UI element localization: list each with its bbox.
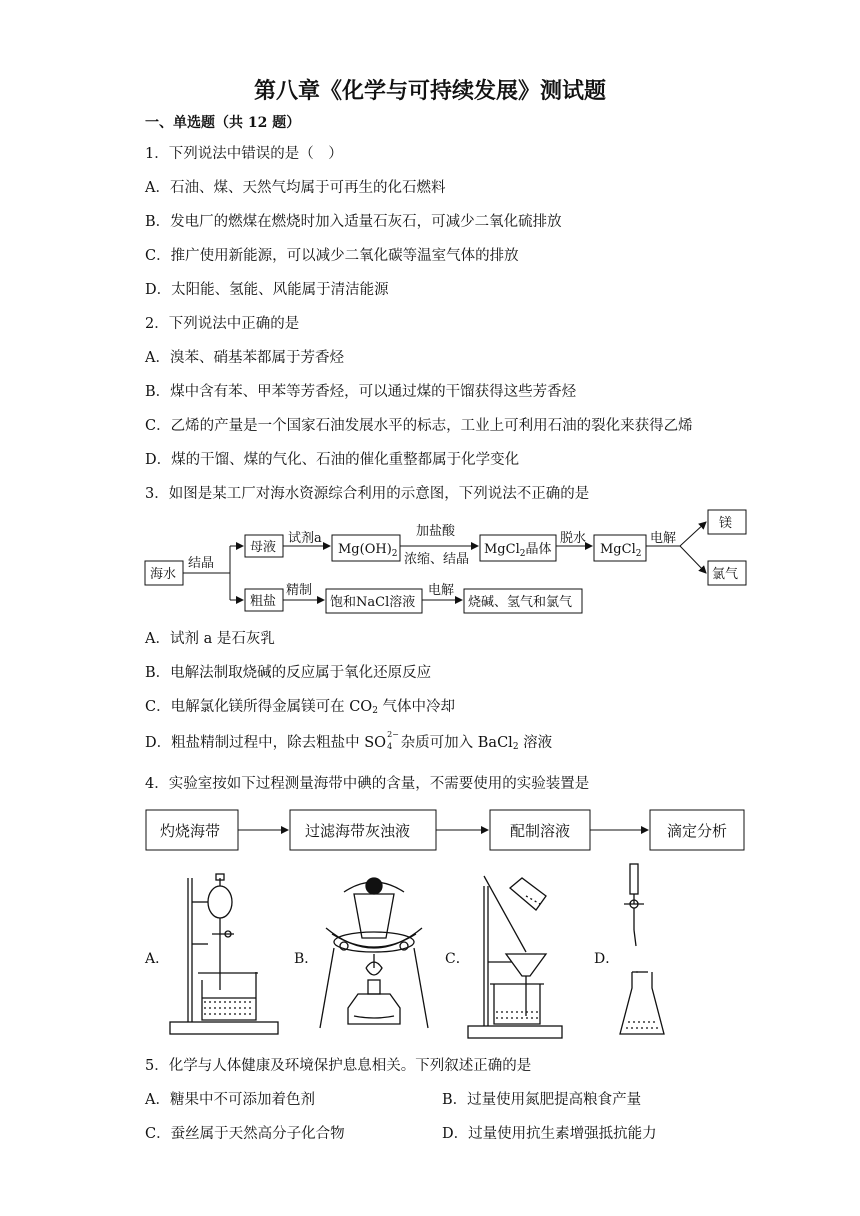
iodine-process-flow	[140, 806, 750, 856]
q4-stem: 4．实验室按如下过程测量海带中碘的含量，不需要使用的实验装置是	[145, 776, 590, 792]
q2-option-b: B．煤中含有苯、甲苯等芳香烃，可以通过煤的干馏获得这些芳香烃	[145, 384, 577, 400]
label-products: 烧碱、氢气和氯气	[468, 595, 573, 610]
label-concentrate: 浓缩、结晶	[404, 552, 470, 567]
step-1-label: 灼烧海带	[160, 822, 221, 840]
label-reagent-a: 试剂a	[288, 531, 322, 546]
q2-option-c: C．乙烯的产量是一个国家石油发展水平的标志，工业上可利用石油的裂化来获得乙烯	[145, 418, 693, 434]
q2-option-a: A．溴苯、硝基苯都属于芳香烃	[145, 350, 344, 366]
label-crude-salt: 粗盐	[250, 594, 277, 609]
q5-option-c: C．蚕丝属于天然高分子化合物	[145, 1126, 345, 1142]
q3-stem: 3．如图是某工厂对海水资源综合利用的示意图，下列说法不正确的是	[145, 486, 590, 502]
q4-option-b: B．	[294, 951, 319, 967]
q1-option-c: C．推广使用新能源，可以减少二氧化碳等温室气体的排放	[145, 248, 519, 264]
q3-option-d: D．粗盐精制过程中，除去粗盐中 SO 2− 4 杂质可加入 BaCl2 溶液	[145, 730, 553, 752]
label-electrolysis-2: 电解	[428, 583, 455, 598]
q3-option-a: A．试剂 a 是石灰乳	[145, 631, 275, 647]
q5-option-b: B．过量使用氮肥提高粮食产量	[442, 1092, 642, 1108]
label-mgcl2: MgCl$_2$	[600, 542, 642, 559]
label-chlorine: 氯气	[712, 567, 739, 582]
q2-option-d: D．煤的干馏、煤的气化、石油的催化重整都属于化学变化	[145, 452, 520, 468]
separatory-funnel-apparatus-icon	[168, 870, 283, 1040]
label-dehydrate: 脱水	[560, 531, 587, 546]
step-2-label: 过滤海带灰浊液	[305, 822, 411, 840]
q4-option-a: A．	[145, 951, 170, 967]
section-heading: 一、单选题（共 12 题）	[145, 115, 301, 131]
label-saturated-nacl: 饱和NaCl溶液	[330, 595, 416, 610]
titration-apparatus-icon	[614, 862, 674, 1044]
q2-stem: 2．下列说法中正确的是	[145, 316, 300, 332]
q1-option-d: D．太阳能、氢能、风能属于清洁能源	[145, 282, 389, 298]
filtration-apparatus-icon	[466, 866, 576, 1042]
label-mgcl2-crystal: MgCl$_2$晶体	[484, 542, 552, 559]
label-refine: 精制	[286, 583, 313, 598]
label-electrolysis-1: 电解	[650, 531, 677, 546]
q3-option-b: B．电解法制取烧碱的反应属于氧化还原反应	[145, 665, 432, 681]
step-3-label: 配制溶液	[510, 822, 571, 840]
label-seawater: 海水	[150, 567, 177, 582]
q5-stem: 5．化学与人体健康及环境保护息息相关。下列叙述正确的是	[145, 1058, 532, 1074]
q4-option-d: D．	[594, 951, 620, 967]
label-magnesium: 镁	[719, 516, 733, 531]
label-mother-liquor: 母液	[250, 540, 277, 555]
page-title: 第八章《化学与可持续发展》测试题	[253, 78, 606, 104]
label-crystallize: 结晶	[188, 556, 215, 571]
q1-option-b: B．发电厂的燃煤在燃烧时加入适量石灰石，可减少二氧化硫排放	[145, 214, 562, 230]
label-add-acid: 加盐酸	[416, 524, 456, 539]
label-mgoh2: $Mg(OH)_2$	[338, 542, 398, 559]
seawater-flow-diagram	[140, 505, 760, 615]
q5-option-d: D．过量使用抗生素增强抵抗能力	[442, 1126, 657, 1142]
q4-option-c: C．	[445, 951, 470, 967]
step-4-label: 滴定分析	[667, 822, 728, 840]
crucible-burner-apparatus-icon	[314, 868, 434, 1038]
q5-option-a: A．糖果中不可添加着色剂	[145, 1092, 315, 1108]
q3-option-c: C．电解氯化镁所得金属镁可在 CO2 气体中冷却	[145, 699, 456, 716]
q1-option-a: A．石油、煤、天然气均属于可再生的化石燃料	[145, 180, 446, 196]
q1-stem: 1．下列说法中错误的是（ ）	[145, 146, 343, 162]
